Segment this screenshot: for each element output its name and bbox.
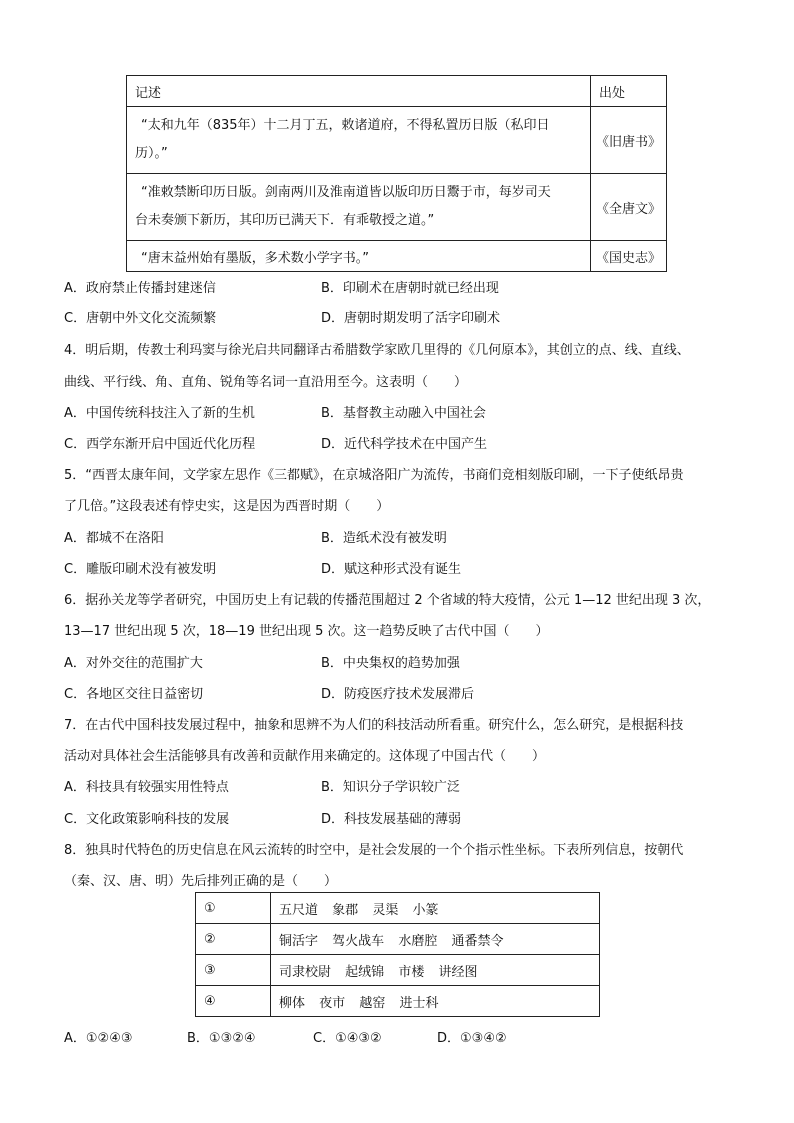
info-item: 通番禁令 (451, 933, 504, 949)
q6-stem-line1: 6．据孙关龙等学者研究，中国历史上有记载的传播范围超过 2 个省域的特大疫情，公元 1—12 世纪出现 3 次， (64, 593, 711, 608)
q3-option-b[interactable]: B．印刷术在唐朝时就已经出现 (321, 281, 499, 296)
table-row (196, 893, 600, 924)
info-item: 市楼 (398, 964, 425, 980)
q8-stem-line1: 8．独具时代特色的历史信息在风云流转的时空中，是社会发展的一个个指示性坐标。下表所列信息，按朝代 (64, 843, 684, 858)
q4-option-b[interactable]: B．基督教主动融入中国社会 (321, 406, 486, 421)
q5-option-b[interactable]: B．造纸术没有被发明 (321, 531, 447, 546)
row-number: ① (196, 893, 271, 924)
source-cell: 《旧唐书》 (591, 107, 667, 174)
record-line: 台未奏颁下新历，其印历已满天下．有乖敬授之道。” (135, 213, 435, 228)
record-cell (127, 174, 591, 241)
info-item: 司隶校尉 (279, 964, 332, 980)
info-item: 柳体 (279, 995, 306, 1011)
historical-records-table (126, 75, 667, 272)
q4-stem-line2: 曲线、平行线、角、直角、锐角等名词一直沿用至今。这表明（ ） (64, 375, 468, 390)
row-number: ④ (196, 986, 271, 1017)
header-source: 出处 (591, 76, 667, 107)
q8-option-b[interactable]: B．①③②④ (187, 1031, 256, 1046)
q6-option-a[interactable]: A．对外交往的范围扩大 (64, 656, 203, 671)
table-row (196, 924, 600, 955)
header-record: 记述 (127, 76, 591, 107)
q7-option-d[interactable]: D．科技发展基础的薄弱 (321, 812, 462, 827)
q8-option-d[interactable]: D．①③④② (437, 1031, 507, 1046)
table-row (196, 955, 600, 986)
record-line: “太和九年（835年）十二月丁五，敕诸道府，不得私置历日版（私印日 (141, 118, 550, 133)
q5-option-d[interactable]: D．赋这种形式没有诞生 (321, 562, 462, 577)
q8-option-a[interactable]: A．①②④③ (64, 1031, 133, 1046)
q7-option-b[interactable]: B．知识分子学识较广泛 (321, 780, 460, 795)
row-items (271, 955, 600, 986)
q5-option-c[interactable]: C．雕版印刷术没有被发明 (64, 562, 217, 577)
info-item: 五尺道 (279, 902, 319, 918)
record-line: “准敕禁断印历日版。剑南两川及淮南道皆以版印历日鬻于市，每岁司天 (141, 185, 551, 200)
dynasty-info-table (195, 892, 600, 1017)
q7-option-c[interactable]: C．文化政策影响科技的发展 (64, 812, 230, 827)
record-line: 历）。” (135, 146, 168, 161)
info-item: 驾火战车 (332, 933, 385, 949)
q5-stem-line2: 了几倍。”这段表述有悖史实，这是因为西晋时期（ ） (64, 499, 390, 514)
q7-stem-line2: 活动对具体社会生活能够具有改善和贡献作用来确定的。这体现了中国古代（ ） (64, 749, 546, 764)
info-item: 起绒锦 (345, 964, 385, 980)
row-items (271, 893, 600, 924)
q3-option-a[interactable]: A．政府禁止传播封建迷信 (64, 281, 216, 296)
q8-option-c[interactable]: C．①④③② (313, 1031, 382, 1046)
q6-option-c[interactable]: C．各地区交往日益密切 (64, 687, 204, 702)
info-item: 象郡 (332, 902, 359, 918)
row-number: ② (196, 924, 271, 955)
q4-option-d[interactable]: D．近代科学技术在中国产生 (321, 437, 488, 452)
row-items (271, 924, 600, 955)
table-row (127, 174, 667, 241)
q6-stem-line2: 13—17 世纪出现 5 次，18—19 世纪出现 5 次。这一趋势反映了古代中国（ ） (64, 624, 549, 639)
info-item: 铜活字 (279, 933, 319, 949)
info-item: 讲经图 (438, 964, 478, 980)
table-row (127, 107, 667, 174)
q5-option-a[interactable]: A．都城不在洛阳 (64, 531, 164, 546)
q5-stem-line1: 5．“西晋太康年间，文学家左思作《三都赋》，在京城洛阳广为流传，书商们竞相刻版印刷，一下子使纸昂贵 (64, 468, 684, 483)
info-item: 夜市 (319, 995, 346, 1011)
table-header-row (127, 76, 667, 107)
source-cell: 《全唐文》 (591, 174, 667, 241)
info-item: 进士科 (399, 995, 439, 1011)
row-items (271, 986, 600, 1017)
table-row (196, 986, 600, 1017)
record-cell (127, 107, 591, 174)
source-cell: 《国史志》 (591, 241, 667, 272)
info-item: 灵渠 (372, 902, 399, 918)
table-row (127, 241, 667, 272)
info-item: 越窑 (359, 995, 386, 1011)
q3-option-c[interactable]: C．唐朝中外文化交流频繁 (64, 311, 217, 326)
q4-option-c[interactable]: C．西学东渐开启中国近代化历程 (64, 437, 256, 452)
record-cell: “唐末益州始有墨版，多术数小学字书。” (127, 241, 591, 272)
row-number: ③ (196, 955, 271, 986)
q6-option-b[interactable]: B．中央集权的趋势加强 (321, 656, 460, 671)
q4-stem-line1: 4．明后期，传教士利玛窦与徐光启共同翻译古希腊数学家欧几里得的《几何原本》，其创立的点、线、直线、 (64, 343, 690, 358)
q7-option-a[interactable]: A．科技具有较强实用性特点 (64, 780, 229, 795)
q3-option-d[interactable]: D．唐朝时期发明了活字印刷术 (321, 311, 501, 326)
q6-option-d[interactable]: D．防疫医疗技术发展滞后 (321, 687, 475, 702)
info-item: 小篆 (412, 902, 439, 918)
info-item: 水磨腔 (398, 933, 438, 949)
q7-stem-line1: 7．在古代中国科技发展过程中，抽象和思辨不为人们的科技活动所看重。研究什么，怎么研究，是根据科技 (64, 718, 684, 733)
q4-option-a[interactable]: A．中国传统科技注入了新的生机 (64, 406, 255, 421)
q8-stem-line2: （秦、汉、唐、明）先后排列正确的是（ ） (64, 874, 338, 889)
